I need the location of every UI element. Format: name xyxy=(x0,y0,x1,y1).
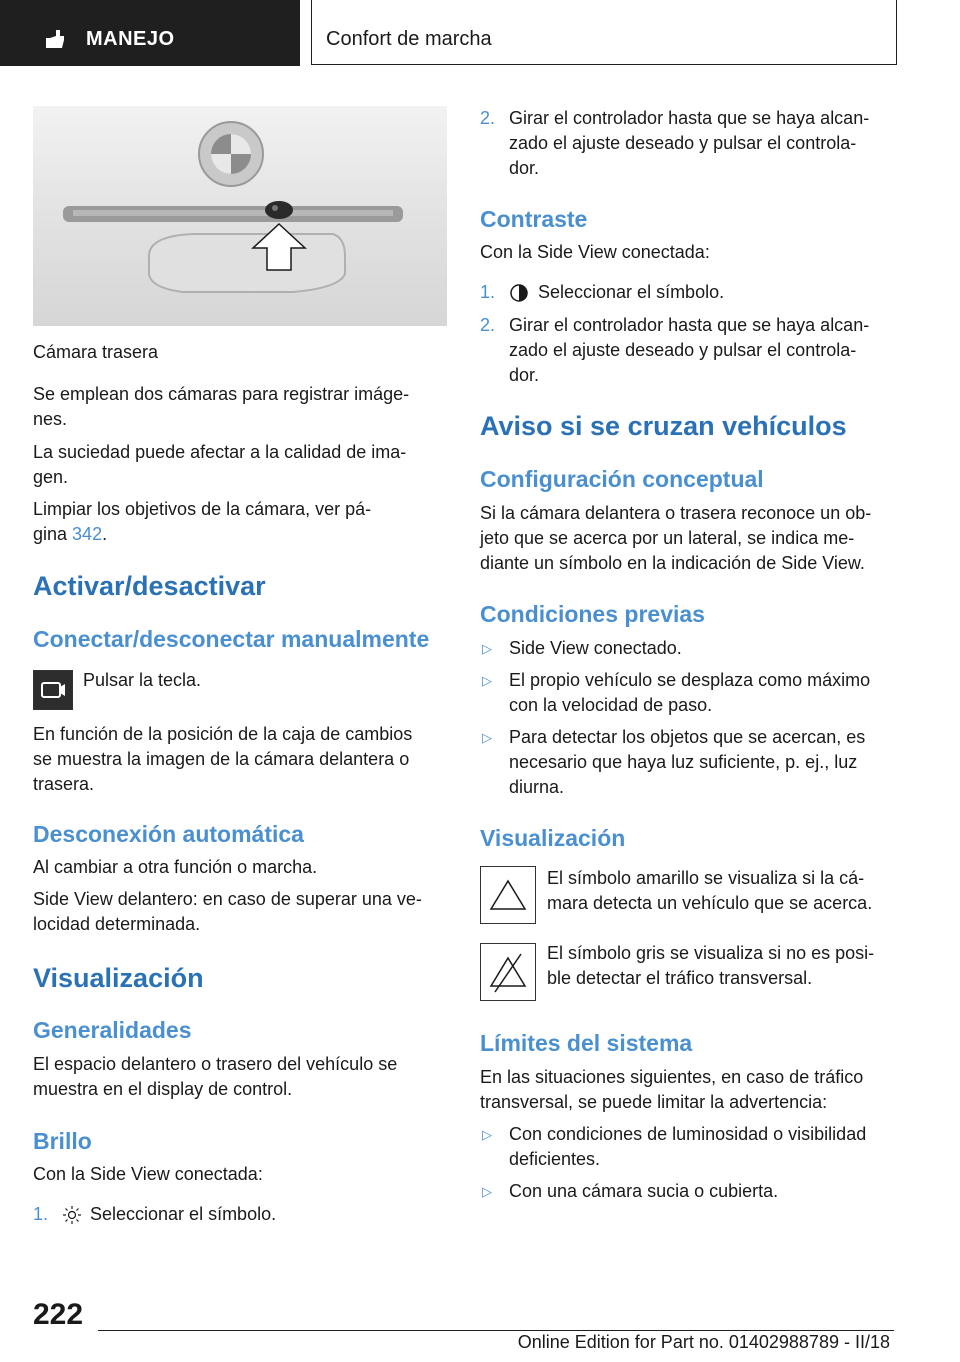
list-item: Con una cámara sucia o cubierta. xyxy=(509,1181,779,1201)
heading-contraste: Contraste xyxy=(480,206,588,232)
paragraph: Pulsar la tecla. xyxy=(83,670,202,690)
heading-activar: Activar/desactivar xyxy=(33,571,266,601)
step-text: zado el ajuste deseado y pulsar el controla- xyxy=(509,340,857,360)
paragraph: Si la cámara delantera o trasera reconoce un ob- xyxy=(480,503,872,523)
step-text: Girar el controlador hasta que se haya alcan- xyxy=(509,315,870,335)
page-link[interactable]: 342 xyxy=(72,524,103,544)
page-number: 222 xyxy=(33,1298,84,1331)
paragraph: transversal, se puede limitar la advertencia: xyxy=(480,1092,828,1112)
bullet-icon: ▷ xyxy=(482,1184,492,1199)
step-text: zado el ajuste deseado y pulsar el controla- xyxy=(509,133,857,153)
paragraph: locidad determinada. xyxy=(33,914,201,934)
step-number: 2. xyxy=(480,315,496,335)
photo-caption: Cámara trasera xyxy=(33,342,159,362)
text: . xyxy=(102,524,108,544)
paragraph: Con la Side View conectada: xyxy=(480,242,710,262)
bullet-icon: ▷ xyxy=(482,1127,492,1142)
paragraph: En las situaciones siguientes, en caso de tráfico xyxy=(480,1067,864,1087)
step-text: dor. xyxy=(509,158,540,178)
paragraph xyxy=(33,522,107,547)
paragraph: El símbolo gris se visualiza si no es posi- xyxy=(547,943,875,963)
warning-triangle-icon xyxy=(480,866,536,924)
paragraph: ble detectar el tráfico transversal. xyxy=(547,968,813,988)
step-number: 1. xyxy=(33,1204,49,1224)
edition-note: Online Edition for Part no. 01402988789 - II/18 xyxy=(517,1332,890,1352)
list-item: Con condiciones de luminosidad o visibilidad xyxy=(509,1124,867,1144)
heading-desconexion: Desconexión automática xyxy=(33,821,304,847)
paragraph: mara detecta un vehículo que se acerca. xyxy=(547,893,873,913)
bullet-icon: ▷ xyxy=(482,641,492,656)
paragraph: diante un símbolo en la indicación de Side View. xyxy=(480,553,865,573)
paragraph: gen. xyxy=(33,467,69,487)
paragraph: Con la Side View conectada: xyxy=(33,1164,263,1184)
heading-manual: Conectar/desconectar manualmente xyxy=(33,626,430,652)
step-number: 1. xyxy=(480,282,496,302)
list-item: con la velocidad de paso. xyxy=(509,695,713,715)
step-text: dor. xyxy=(509,365,540,385)
heading-brillo: Brillo xyxy=(33,1128,92,1154)
paragraph: El símbolo amarillo se visualiza si la cá- xyxy=(547,868,865,888)
bullet-icon: ▷ xyxy=(482,673,492,688)
paragraph: La suciedad puede afectar a la calidad de ima- xyxy=(33,442,407,462)
step-text: Seleccionar el símbolo. xyxy=(90,1204,277,1224)
heading-generalidades: Generalidades xyxy=(33,1017,192,1043)
heading-aviso: Aviso si se cruzan vehículos xyxy=(480,411,847,441)
paragraph: trasera. xyxy=(33,774,95,794)
step-number: 2. xyxy=(480,108,496,128)
paragraph: se muestra la imagen de la cámara delantera o xyxy=(33,749,410,769)
brightness-icon xyxy=(62,1205,82,1230)
section-title: MANEJO xyxy=(86,28,175,50)
camera-button-icon xyxy=(33,670,73,710)
rear-camera-photo xyxy=(33,106,447,326)
paragraph: Limpiar los objetivos de la cámara, ver pá- xyxy=(33,499,372,519)
list-item: Para detectar los objetos que se acercan, es xyxy=(509,727,866,747)
paragraph: El espacio delantero o trasero del vehículo se xyxy=(33,1054,398,1074)
paragraph: jeto que se acerca por un lateral, se indica me- xyxy=(480,528,855,548)
list-item: necesario que haya luz suficiente, p. ej., luz xyxy=(509,752,858,772)
paragraph: En función de la posición de la caja de cambios xyxy=(33,724,413,744)
step-text: Girar el controlador hasta que se haya alcan- xyxy=(509,108,870,128)
paragraph: nes. xyxy=(33,409,68,429)
footer-divider xyxy=(98,1330,894,1331)
warning-triangle-crossed-icon xyxy=(480,943,536,1001)
section-header xyxy=(0,0,300,66)
step-text: Seleccionar el símbolo. xyxy=(538,282,725,302)
paragraph: muestra en el display de control. xyxy=(33,1079,293,1099)
list-item: deficientes. xyxy=(509,1149,601,1169)
list-item: El propio vehículo se desplaza como máximo xyxy=(509,670,871,690)
hand-icon xyxy=(42,26,68,52)
contrast-icon xyxy=(509,283,529,308)
paragraph: Al cambiar a otra función o marcha. xyxy=(33,857,318,877)
heading-condiciones: Condiciones previas xyxy=(480,601,705,627)
heading-limites: Límites del sistema xyxy=(480,1030,693,1056)
chapter-title: Confort de marcha xyxy=(326,28,492,50)
list-item: diurna. xyxy=(509,777,565,797)
chapter-header xyxy=(311,0,897,65)
heading-visualizacion: Visualización xyxy=(33,963,204,993)
heading-visualizacion-aviso: Visualización xyxy=(480,825,626,851)
text: gina xyxy=(33,524,73,544)
heading-configuracion: Configuración conceptual xyxy=(480,466,764,492)
bullet-icon: ▷ xyxy=(482,730,492,745)
paragraph: Side View delantero: en caso de superar una ve- xyxy=(33,889,422,909)
list-item: Side View conectado. xyxy=(509,638,682,658)
paragraph: Se emplean dos cámaras para registrar imáge- xyxy=(33,384,410,404)
